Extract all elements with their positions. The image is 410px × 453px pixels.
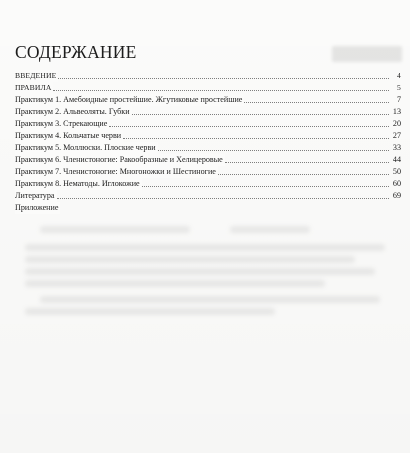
toc-entry [15,178,401,190]
toc-entry-page: 27 [392,131,401,140]
toc-entry [15,142,401,154]
toc-dot-leader [58,77,389,79]
bleed-through-heading [332,46,402,62]
toc-entry-page: 33 [392,143,401,152]
bleed-through-line [25,244,385,251]
toc-entry-label: Практикум 8. Нематоды. Иглокожие [15,179,140,188]
toc-dot-leader [57,197,390,199]
toc-dot-leader [132,113,389,115]
toc-entry-page: 20 [392,119,401,128]
toc-entry [15,70,401,82]
toc-entry [15,82,401,94]
toc-entry-label: Практикум 6. Членистоногие: Ракообразные и Хелицеровые [15,155,223,164]
toc-entry [15,94,401,106]
table-of-contents [15,70,401,214]
bleed-through-line [25,268,375,275]
toc-entry [15,106,401,118]
toc-dot-leader [218,173,389,175]
toc-entry-page: 4 [397,71,401,80]
toc-entry [15,166,401,178]
toc-entry [15,190,401,202]
bleed-through-line [25,308,275,315]
toc-entry-label: Приложение [15,203,59,212]
bleed-through-line [40,296,380,303]
toc-dot-leader [244,101,389,103]
toc-entry-page: 44 [392,155,401,164]
bleed-through-line [40,226,190,233]
toc-entry-page: 69 [392,191,401,200]
toc-entry-label: Практикум 5. Моллюски. Плоские черви [15,143,156,152]
toc-entry [15,130,401,142]
toc-entry-label: ПРАВИЛА [15,83,52,92]
toc-entry-page: 13 [392,107,401,116]
toc-dot-leader [53,89,389,91]
toc-entry-page: 50 [392,167,401,176]
toc-entry-page: 60 [392,179,401,188]
toc-entry-page: 5 [397,83,401,92]
toc-entry [15,154,401,166]
toc-dot-leader [225,161,389,163]
toc-entry-page: 7 [396,95,401,104]
toc-dot-leader [142,185,389,187]
toc-dot-leader [123,137,389,139]
toc-entry-label: Практикум 7. Членистоногие: Многоножки и Шестиногие [15,167,216,176]
bleed-through-line [25,256,355,263]
toc-entry-label: Литература [15,191,55,200]
toc-dot-leader [109,125,389,127]
toc-dot-leader [158,149,389,151]
toc-entry-label: Практикум 3. Стрекающие [15,119,108,128]
bleed-through-line [230,226,310,233]
toc-entry-label: Практикум 2. Альвеоляты. Губки [15,107,130,116]
toc-entry-label: Практикум 4. Кольчатые черви [15,131,122,140]
toc-entry [15,202,401,214]
toc-entry-label: ВВЕДЕНИЕ [15,71,57,80]
toc-entry-label: Практикум 1. Амебоидные простейшие. Жгутиковые простейшие [15,95,243,104]
page-title: СОДЕРЖАНИЕ [15,42,137,62]
bleed-through-line [25,280,325,287]
toc-entry [15,118,401,130]
